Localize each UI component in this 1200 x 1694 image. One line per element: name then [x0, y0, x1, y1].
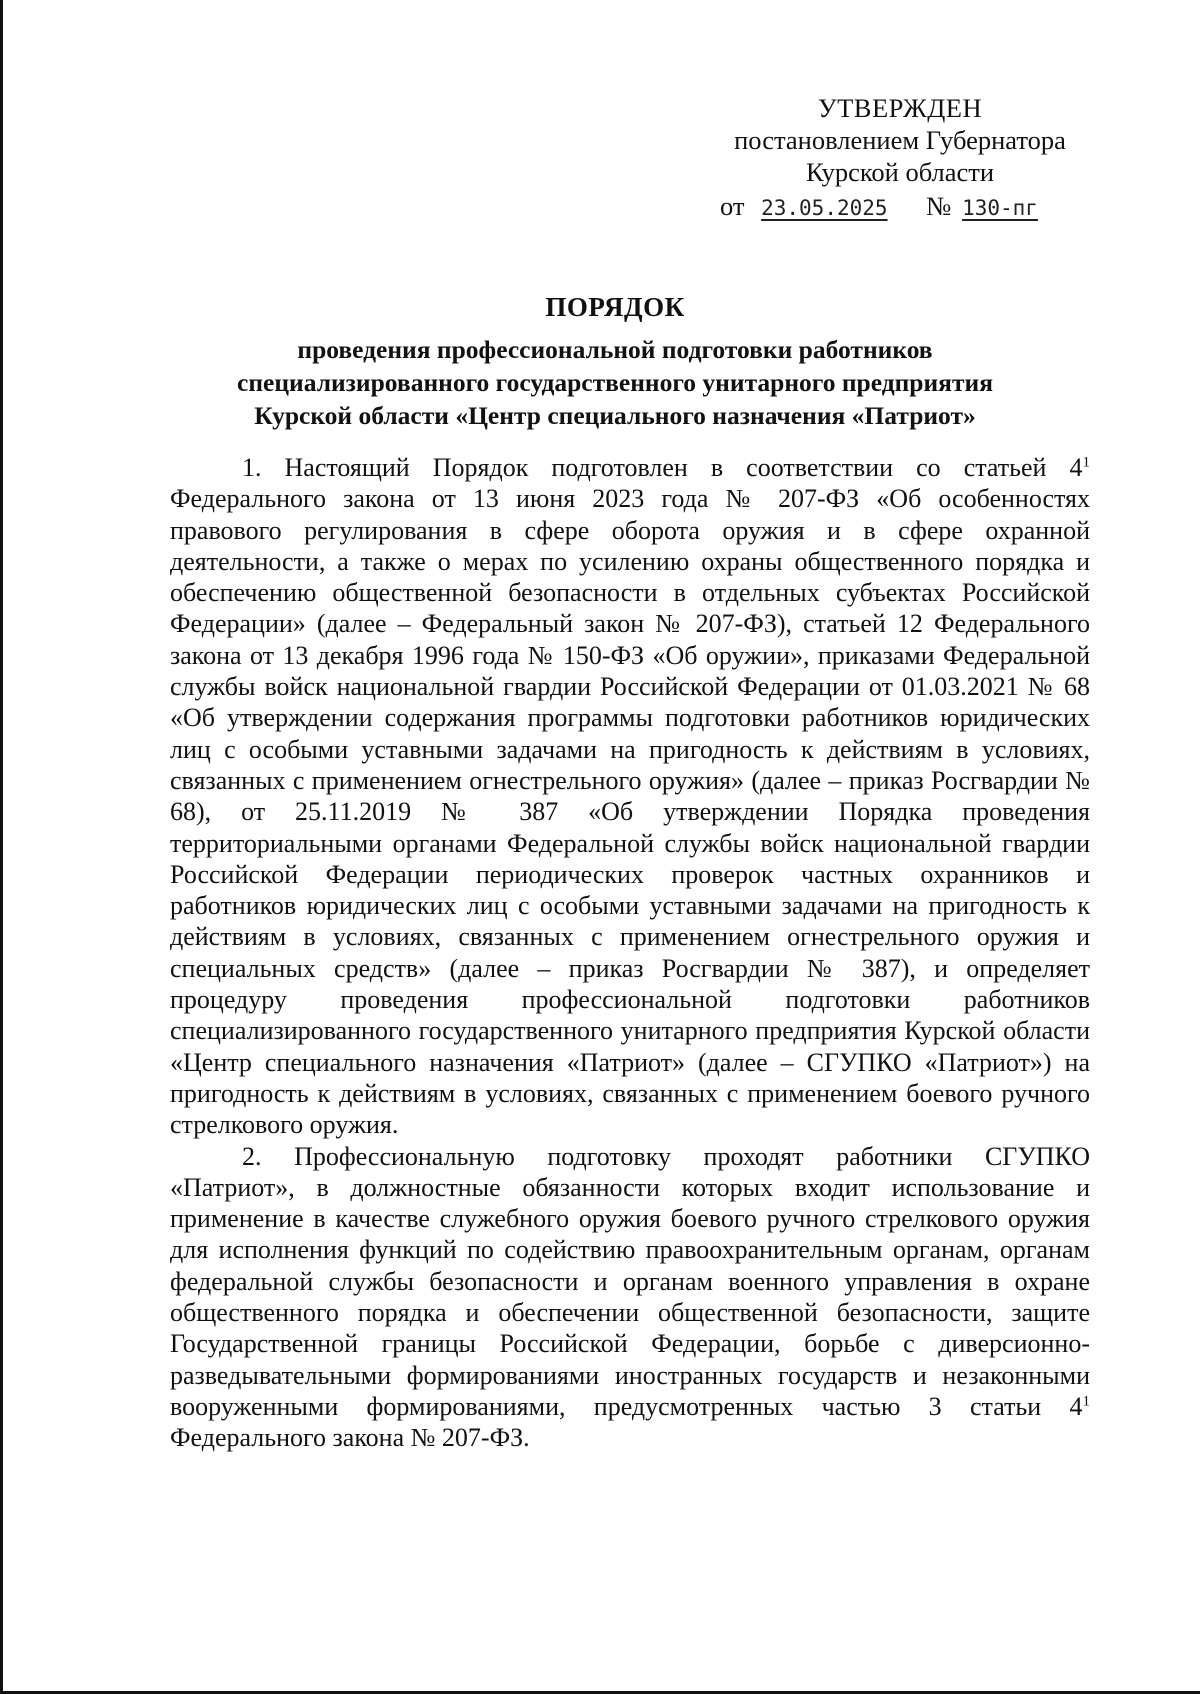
- date-prefix: от: [720, 191, 745, 221]
- approval-line-1: постановлением Губернатора: [734, 125, 1066, 155]
- approval-date: 23.05.2025: [761, 196, 888, 220]
- subtitle-line-2: специализированного государственного унитарного предприятия: [237, 368, 993, 397]
- approval-number: 130-пг: [962, 196, 1038, 220]
- approval-line-2: Курской области: [805, 157, 995, 187]
- paragraph-2-text-end: Федерального закона № 207-ФЗ.: [170, 1423, 530, 1453]
- paragraph-2-text-start: 2. Профессиональную подготовку проходят работники СГУПКО «Патриот», в должностные обязанности которых входит использование и применение в качестве служебного оружия боевого ручного стрелкового оружия для исполнения функций по содействию правоохранительным органам, органам федеральной службы безопасности и органам военного управления в охране общественного порядка и обеспечении общественной безопасности, защите Государственной границы Российской Федерации, борьбе с диверсионно-разведывательными формированиями иностранных государств и незаконными вооруженными формированиями, предусмотренных частью 3 статьи 4: [170, 1141, 1090, 1421]
- paragraph-1-text-start: 1. Настоящий Порядок подготовлен в соответствии со статьей 4: [242, 453, 1083, 482]
- approval-date-line: [690, 190, 1110, 224]
- paragraph-1-text-end: Федерального закона от 13 июня 2023 года № 207-ФЗ «Об особенностях правового регулирования в сфере оборота оружия и в сфере охранной деятельности, а также о мерах по усилению охраны общественного порядка и обеспечению общественной безопасности в отдельных субъектах Российской Федерации» (далее – Федеральный закон № 207-ФЗ), статьей 12 Федерального закона от 13 декабря 1996 года № 150-ФЗ «Об оружии», приказами Федеральной службы войск национальной гвардии Российской Федерации от 01.03.2021 № 68 «Об утверждении содержания программы подготовки работников юридических лиц с особыми уставными задачами на пригодность к действиям в условиях, связанных с применением огнестрельного оружия» (далее – приказ Росгвардии № 68), от 25.11.2019 № 387 «Об утверждении Порядка проведения территориальными органами Федеральной службы войск национальной гвардии Российской Федерации периодических проверок частных охранников и работников юридических лиц с особыми уставными задачами на пригодность к действиям в условиях, связанных с применением огнестрельного оружия и специальных средств» (далее – приказ Росгвардии № 387), и определяет процедуру проведения профессиональной подготовки работников специализированного государственного унитарного предприятия Курской области «Центр специального назначения «Патриот» (далее – СГУПКО «Патриот») на пригодность к действиям в условиях, связанных с применением боевого ручного стрелкового оружия.: [170, 484, 1090, 1140]
- paragraph-1: [170, 452, 1090, 1141]
- paragraph-1-superscript: 1: [1082, 454, 1090, 471]
- subtitle-line-1: проведения профессиональной подготовки работников: [297, 335, 933, 364]
- document-heading: [170, 290, 1060, 432]
- approval-title: УТВЕРЖДЕН: [817, 93, 983, 123]
- number-prefix: №: [926, 191, 952, 221]
- paragraph-2-superscript: 1: [1082, 1393, 1090, 1410]
- document-subtitle: [170, 333, 1060, 432]
- scan-border-left: [0, 0, 3, 1694]
- document-title: ПОРЯДОК: [545, 292, 685, 322]
- approval-block: [690, 92, 1110, 224]
- subtitle-line-3: Курской области «Центр специального назначения «Патриот»: [254, 401, 976, 430]
- paragraph-2: [170, 1141, 1090, 1454]
- document-body: [170, 452, 1090, 1454]
